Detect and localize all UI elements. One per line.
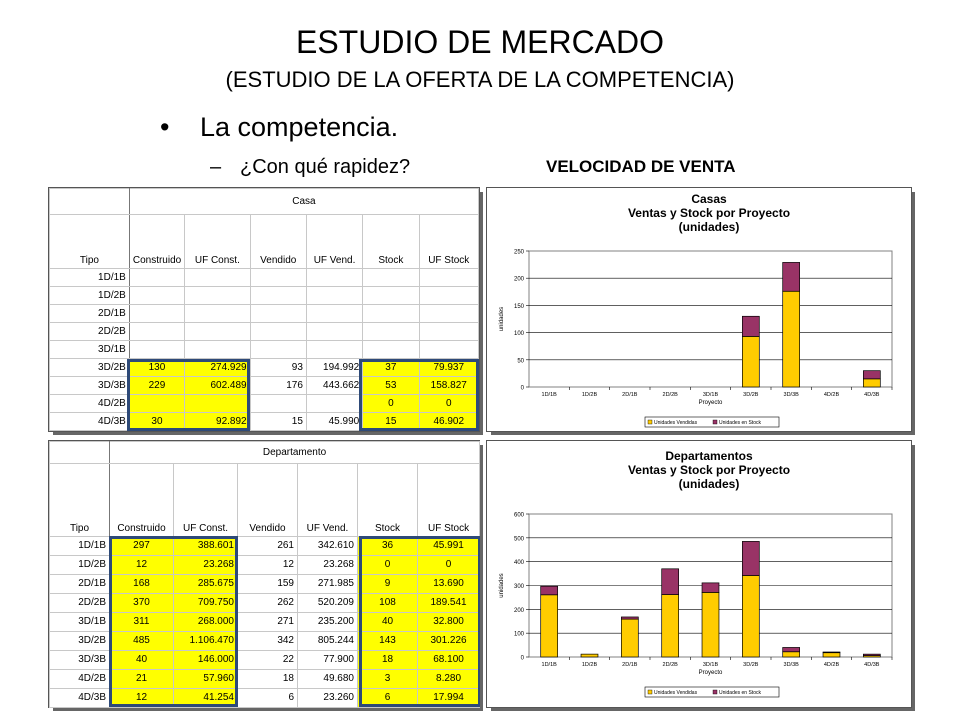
row-label-cell: 4D/2B <box>50 395 130 413</box>
table-cell: 235.200 <box>298 613 358 632</box>
table-cell: 485 <box>110 632 174 651</box>
x-tick-label: 2D/2B <box>662 392 678 398</box>
y-tick-label: 500 <box>513 536 524 543</box>
bar-sold <box>541 595 558 657</box>
table-cell: 23.260 <box>298 689 358 708</box>
dash-icon: – <box>210 156 222 178</box>
table-cell: 15 <box>250 413 306 431</box>
section-label: VELOCIDAD DE VENTA <box>546 157 736 176</box>
casas-chart-svg <box>487 188 911 431</box>
table-cell <box>419 341 479 359</box>
y-axis-label: unidades <box>499 306 505 332</box>
table-cell: 6 <box>238 689 298 708</box>
departamentos-chart-svg <box>487 441 911 707</box>
table-corner-cell <box>50 189 130 215</box>
chart-title-line: (unidades) <box>678 477 740 491</box>
legend-swatch-stock <box>713 690 717 694</box>
bar-stock <box>783 647 800 651</box>
table-row <box>50 413 479 431</box>
table-cell: 36 <box>358 537 418 556</box>
y-tick-label: 150 <box>513 303 524 310</box>
x-tick-label: 1D/2B <box>581 392 598 398</box>
departamento-table <box>48 440 480 708</box>
table-cell: 68.100 <box>418 651 480 670</box>
table-cell: 285.675 <box>174 575 238 594</box>
legend-label-stock: Unidades en Stock <box>719 420 761 426</box>
table-row <box>50 269 479 287</box>
bar-stock <box>863 371 880 379</box>
table-cell: 805.244 <box>298 632 358 651</box>
table-cell: 18 <box>238 670 298 689</box>
bar-stock <box>742 541 759 575</box>
table-cell: 271.985 <box>298 575 358 594</box>
table-cell <box>129 269 184 287</box>
bar-sold <box>783 652 800 657</box>
column-header: UF Stock <box>418 464 480 537</box>
table-cell <box>419 269 479 287</box>
table-cell: 0 <box>358 556 418 575</box>
legend-swatch-stock <box>713 420 717 424</box>
table-cell <box>185 341 251 359</box>
table-cell: 12 <box>110 556 174 575</box>
column-header: Construido <box>129 215 184 269</box>
table-cell <box>306 305 362 323</box>
table-cell: 176 <box>250 377 306 395</box>
table-cell: 8.280 <box>418 670 480 689</box>
x-tick-label: 4D/2B <box>823 662 840 668</box>
bar-sold <box>662 595 679 657</box>
y-tick-label: 0 <box>520 385 524 392</box>
table-cell: 342.610 <box>298 537 358 556</box>
table-cell: 268.000 <box>174 613 238 632</box>
table-row <box>50 575 480 594</box>
table-row <box>50 287 479 305</box>
legend-swatch-sold <box>648 690 652 694</box>
x-axis-label: Proyecto <box>698 400 723 406</box>
table-cell: 168 <box>110 575 174 594</box>
x-tick-label: 4D/2B <box>823 392 840 398</box>
table-cell: 40 <box>110 651 174 670</box>
row-label-cell: 2D/2B <box>50 323 130 341</box>
bar-stock <box>621 617 638 619</box>
column-header: UF Vend. <box>306 215 362 269</box>
slide-subtitle: (ESTUDIO DE LA OFERTA DE LA COMPETENCIA) <box>225 67 735 92</box>
table-cell: 46.902 <box>419 413 479 431</box>
table-cell <box>306 269 362 287</box>
bar-stock <box>823 652 840 653</box>
column-header: Vendido <box>238 464 298 537</box>
table-cell: 41.254 <box>174 689 238 708</box>
table-cell: 301.226 <box>418 632 480 651</box>
table-row <box>50 670 480 689</box>
table-cell <box>306 341 362 359</box>
bar-stock <box>541 586 558 595</box>
bar-sold <box>863 379 880 387</box>
table-row <box>50 632 480 651</box>
table-cell: 49.680 <box>298 670 358 689</box>
y-tick-label: 200 <box>513 607 524 614</box>
table-cell <box>363 269 419 287</box>
legend-swatch-sold <box>648 420 652 424</box>
y-tick-label: 600 <box>513 512 524 519</box>
table-cell: 194.992 <box>306 359 362 377</box>
table-cell <box>185 269 251 287</box>
table-cell: 53 <box>363 377 419 395</box>
column-header: Vendido <box>250 215 306 269</box>
bullet-icon: • <box>160 112 170 142</box>
table-row <box>50 341 479 359</box>
x-tick-label: 3D/3B <box>783 662 799 668</box>
row-label-cell: 4D/3B <box>50 413 130 431</box>
table-cell <box>250 395 306 413</box>
y-tick-label: 250 <box>513 249 524 256</box>
table-cell <box>129 287 184 305</box>
table-cell: 57.960 <box>174 670 238 689</box>
y-tick-label: 300 <box>513 584 524 590</box>
table-cell: 13.690 <box>418 575 480 594</box>
table-cell: 22 <box>238 651 298 670</box>
table-cell <box>185 395 251 413</box>
legend-label-stock: Unidades en Stock <box>719 690 761 696</box>
bar-stock <box>662 569 679 595</box>
table-cell <box>129 341 184 359</box>
y-tick-label: 100 <box>513 631 524 638</box>
chart-title-line: Departamentos <box>665 449 753 463</box>
table-cell: 370 <box>110 594 174 613</box>
table-cell: 158.827 <box>419 377 479 395</box>
casa-grid <box>49 188 479 431</box>
legend-label-sold: Unidades Vendidas <box>654 420 698 426</box>
table-cell: 0 <box>419 395 479 413</box>
table-cell <box>306 395 362 413</box>
x-tick-label: 1D/1B <box>541 662 557 668</box>
table-cell: 93 <box>250 359 306 377</box>
table-row <box>50 689 480 708</box>
table-cell: 21 <box>110 670 174 689</box>
slide-title: ESTUDIO DE MERCADO <box>295 24 665 60</box>
table-cell: 12 <box>238 556 298 575</box>
sub-bullet-text: ¿Con qué rapidez? <box>240 156 411 178</box>
table-cell <box>419 287 479 305</box>
row-label-cell: 2D/1B <box>50 305 130 323</box>
table-cell: 189.541 <box>418 594 480 613</box>
x-tick-label: 2D/1B <box>622 662 638 668</box>
row-label-cell: 3D/1B <box>50 613 110 632</box>
x-tick-label: 3D/3B <box>783 392 799 398</box>
table-cell: 443.662 <box>306 377 362 395</box>
departamento-grid <box>49 441 480 708</box>
chart-title-line: (unidades) <box>678 220 740 234</box>
row-label-cell: 3D/2B <box>50 632 110 651</box>
row-label-cell: 1D/2B <box>50 556 110 575</box>
table-cell: 388.601 <box>174 537 238 556</box>
row-label-cell: 3D/2B <box>50 359 130 377</box>
table-row <box>50 556 480 575</box>
table-row <box>50 377 479 395</box>
table-row <box>50 613 480 632</box>
row-label-cell: 1D/2B <box>50 287 130 305</box>
table-cell: 23.268 <box>174 556 238 575</box>
table-cell <box>306 287 362 305</box>
x-tick-label: 3D/1B <box>702 662 719 668</box>
table-cell: 6 <box>358 689 418 708</box>
bar-sold <box>581 654 598 657</box>
bar-stock <box>863 654 880 655</box>
row-label-cell: 4D/3B <box>50 689 110 708</box>
x-axis-label: Proyecto <box>698 670 723 676</box>
column-header: Tipo <box>50 464 110 537</box>
table-cell: 45.990 <box>306 413 362 431</box>
table-cell: 342 <box>238 632 298 651</box>
table-cell: 45.991 <box>418 537 480 556</box>
table-cell <box>129 305 184 323</box>
bar-sold <box>742 336 759 387</box>
x-tick-label: 1D/1B <box>541 392 557 398</box>
casa-table <box>48 187 480 432</box>
row-label-cell: 3D/3B <box>50 377 130 395</box>
x-tick-label: 2D/1B <box>622 392 638 398</box>
column-header: UF Const. <box>174 464 238 537</box>
sub-bullet-item <box>210 154 410 180</box>
table-cell <box>250 269 306 287</box>
column-header: UF Const. <box>185 215 251 269</box>
row-label-cell: 2D/1B <box>50 575 110 594</box>
table-cell: 262 <box>238 594 298 613</box>
table-cell: 32.800 <box>418 613 480 632</box>
table-cell: 23.268 <box>298 556 358 575</box>
column-header: Construido <box>110 464 174 537</box>
bar-stock <box>742 316 759 336</box>
table-cell <box>306 323 362 341</box>
x-tick-label: 3D/1B <box>702 392 719 398</box>
y-tick-label: 50 <box>517 358 524 365</box>
departamentos-chart <box>486 440 912 708</box>
table-cell: 77.900 <box>298 651 358 670</box>
table-cell: 311 <box>110 613 174 632</box>
bar-sold <box>783 291 800 387</box>
table-cell: 297 <box>110 537 174 556</box>
x-tick-label: 1D/2B <box>581 662 598 668</box>
table-row <box>50 651 480 670</box>
table-cell <box>250 323 306 341</box>
table-cell: 17.994 <box>418 689 480 708</box>
bar-sold <box>742 575 759 657</box>
table-cell: 40 <box>358 613 418 632</box>
table-cell: 37 <box>363 359 419 377</box>
table-row <box>50 323 479 341</box>
table-cell: 15 <box>363 413 419 431</box>
table-cell: 602.489 <box>185 377 251 395</box>
table-row <box>50 305 479 323</box>
table-cell <box>419 305 479 323</box>
table-cell: 274.929 <box>185 359 251 377</box>
table-cell: 12 <box>110 689 174 708</box>
table-caption: Departamento <box>110 442 480 464</box>
table-cell <box>185 287 251 305</box>
casas-chart <box>486 187 912 432</box>
y-tick-label: 200 <box>513 276 524 283</box>
table-cell <box>363 323 419 341</box>
column-header: UF Stock <box>419 215 479 269</box>
x-tick-label: 2D/2B <box>662 662 678 668</box>
table-row <box>50 395 479 413</box>
table-cell <box>250 287 306 305</box>
bullet-item <box>160 110 398 144</box>
bar-stock <box>702 583 719 593</box>
table-cell: 79.937 <box>419 359 479 377</box>
column-header: Stock <box>363 215 419 269</box>
table-cell <box>419 323 479 341</box>
table-cell <box>185 323 251 341</box>
row-label-cell: 1D/1B <box>50 269 130 287</box>
chart-title-line: Ventas y Stock por Proyecto <box>627 463 791 477</box>
table-cell: 3 <box>358 670 418 689</box>
column-header: UF Vend. <box>298 464 358 537</box>
bullet-text: La competencia. <box>200 112 399 142</box>
legend-label-sold: Unidades Vendidas <box>654 690 698 696</box>
bar-sold <box>702 592 719 657</box>
table-cell: 261 <box>238 537 298 556</box>
y-tick-label: 0 <box>520 655 524 662</box>
x-tick-label: 4D/3B <box>864 392 880 398</box>
table-cell: 30 <box>129 413 184 431</box>
table-cell: 143 <box>358 632 418 651</box>
table-cell: 159 <box>238 575 298 594</box>
table-cell <box>250 341 306 359</box>
column-header: Tipo <box>50 215 130 269</box>
table-corner-cell <box>50 442 110 464</box>
table-cell: 130 <box>129 359 184 377</box>
table-cell <box>129 395 184 413</box>
bar-sold <box>823 653 840 657</box>
y-tick-label: 100 <box>513 331 524 338</box>
table-cell <box>363 341 419 359</box>
table-cell: 18 <box>358 651 418 670</box>
row-label-cell: 3D/1B <box>50 341 130 359</box>
table-cell: 520.209 <box>298 594 358 613</box>
table-cell: 1.106.470 <box>174 632 238 651</box>
table-cell: 108 <box>358 594 418 613</box>
bar-sold <box>621 619 638 657</box>
table-row <box>50 359 479 377</box>
chart-title-line: Casas <box>691 192 727 206</box>
table-cell <box>129 323 184 341</box>
chart-title-line: Ventas y Stock por Proyecto <box>627 206 791 220</box>
x-tick-label: 3D/2B <box>743 392 759 398</box>
table-cell: 0 <box>363 395 419 413</box>
table-cell: 709.750 <box>174 594 238 613</box>
table-row <box>50 594 480 613</box>
x-tick-label: 3D/2B <box>743 662 759 668</box>
row-label-cell: 2D/2B <box>50 594 110 613</box>
table-cell: 146.000 <box>174 651 238 670</box>
row-label-cell: 4D/2B <box>50 670 110 689</box>
row-label-cell: 1D/1B <box>50 537 110 556</box>
table-cell: 9 <box>358 575 418 594</box>
table-cell <box>250 305 306 323</box>
table-cell <box>363 305 419 323</box>
table-cell: 0 <box>418 556 480 575</box>
table-cell: 92.892 <box>185 413 251 431</box>
y-axis-label: unidades <box>499 573 505 598</box>
table-cell <box>363 287 419 305</box>
x-tick-label: 4D/3B <box>864 662 880 668</box>
bar-stock <box>783 262 800 291</box>
y-tick-label: 400 <box>513 560 524 567</box>
table-cell: 229 <box>129 377 184 395</box>
table-cell <box>185 305 251 323</box>
plot-area <box>529 251 892 387</box>
column-header: Stock <box>358 464 418 537</box>
row-label-cell: 3D/3B <box>50 651 110 670</box>
table-caption: Casa <box>129 189 478 215</box>
table-row <box>50 537 480 556</box>
table-cell: 271 <box>238 613 298 632</box>
